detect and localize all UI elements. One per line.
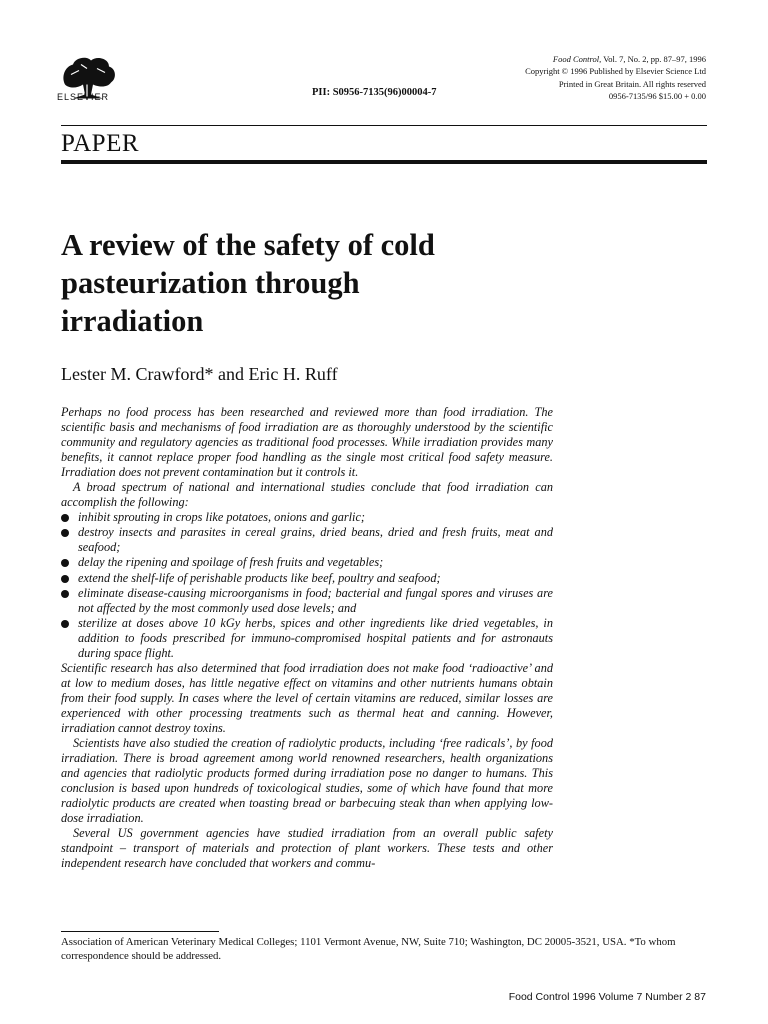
page-footer: Food Control 1996 Volume 7 Number 2 87 [508, 991, 706, 1003]
paper-title [61, 226, 681, 340]
bullet-icon [61, 620, 69, 628]
abstract-paragraph: A broad spectrum of national and international studies conclude that food irradiation can accomplish the following: [61, 480, 553, 510]
bullet-icon [61, 559, 69, 567]
title-line: irradiation [61, 304, 204, 338]
journal-reference [525, 53, 706, 65]
section-rule [61, 160, 707, 164]
footnote-rule [61, 931, 219, 932]
author-affiliation-footnote: Association of American Veterinary Medical Colleges; 1101 Vermont Avenue, NW, Suite 710; Washington, DC 20005-3521, USA. *To whom correspondence should be addressed. [61, 936, 676, 962]
bullet-icon [61, 590, 69, 598]
abstract [61, 405, 553, 871]
benefits-list [61, 510, 553, 660]
list-item: eliminate disease-causing microorganisms in food; bacterial and fungal spores and viruses are not affected by the most commonly used dose levels; and [61, 586, 553, 616]
price-line: 0956-7135/96 $15.00 + 0.00 [608, 91, 706, 102]
section-label: PAPER [61, 130, 140, 157]
publisher-wordmark: ELSEVIER [57, 92, 110, 102]
abstract-paragraph: Scientific research has also determined that food irradiation does not make food ‘radioactive’ and at low to medium doses, has little negative effect on vitamins and other nutrients humans obtain from their food supply. In cases where the level of certain vitamins are reduced, similar losses are experienced with other processing treatments such as thermal heat and canning. However, irradiation cannot destroy toxins. [61, 660, 553, 735]
author-list: Lester M. Crawford* and Eric H. Ruff [61, 364, 338, 384]
journal-volume-info: , Vol. 7, No. 2, pp. 87–97, 1996 [599, 54, 706, 64]
title-line: pasteurization through [61, 266, 360, 300]
list-item: extend the shelf-life of perishable products like beef, poultry and seafood; [61, 571, 553, 586]
pii-identifier: PII: S0956-7135(96)00004-7 [312, 87, 437, 98]
list-item: inhibit sprouting in crops like potatoes, onions and garlic; [61, 510, 553, 525]
bullet-icon [61, 514, 69, 522]
header-rule [61, 125, 707, 126]
printed-line: Printed in Great Britain. All rights reserved [558, 78, 706, 89]
abstract-paragraph: Several US government agencies have studied irradiation from an overall public safety standpoint – transport of materials and protection of plant workers. These tests and other independent research have concluded that workers and commu- [61, 826, 553, 871]
journal-name: Food Control [552, 54, 600, 64]
bullet-icon [61, 575, 69, 583]
copyright-line: Copyright © 1996 Published by Elsevier Science Ltd [525, 66, 706, 77]
abstract-paragraph: Perhaps no food process has been researched and reviewed more than food irradiation. The scientific basis and mechanisms of food irradiation are as thoroughly understood by the scientific community and regulatory agencies as traditional food processes. While irradiation provides many benefits, it cannot replace proper food handling as the single most critical food safety measure. Irradiation does not prevent contamination but it controls it. [61, 405, 553, 480]
list-item: destroy insects and parasites in cereal grains, dried beans, dried and fresh fruits, meat and seafood; [61, 525, 553, 555]
abstract-paragraph: Scientists have also studied the creation of radiolytic products, including ‘free radicals’, by food irradiation. There is broad agreement among world renowned researchers, health organizations and agencies that radiolytic products formed during irradiation pose no danger to humans. This conclusion is based upon hundreds of toxicological studies, some of which have found that more radiolytic products are created when toasting bread or barbecuing steak than when applying low-dose irradiation. [61, 736, 553, 826]
list-item: delay the ripening and spoilage of fresh fruits and vegetables; [61, 555, 553, 570]
title-line: A review of the safety of cold [61, 228, 435, 262]
bullet-icon [61, 529, 69, 537]
journal-meta [525, 53, 706, 103]
list-item: sterilize at doses above 10 kGy herbs, spices and other ingredients like dried vegetables, in addition to foods prescribed for immuno-compromised hospital patients and for astronauts during space flight. [61, 616, 553, 661]
